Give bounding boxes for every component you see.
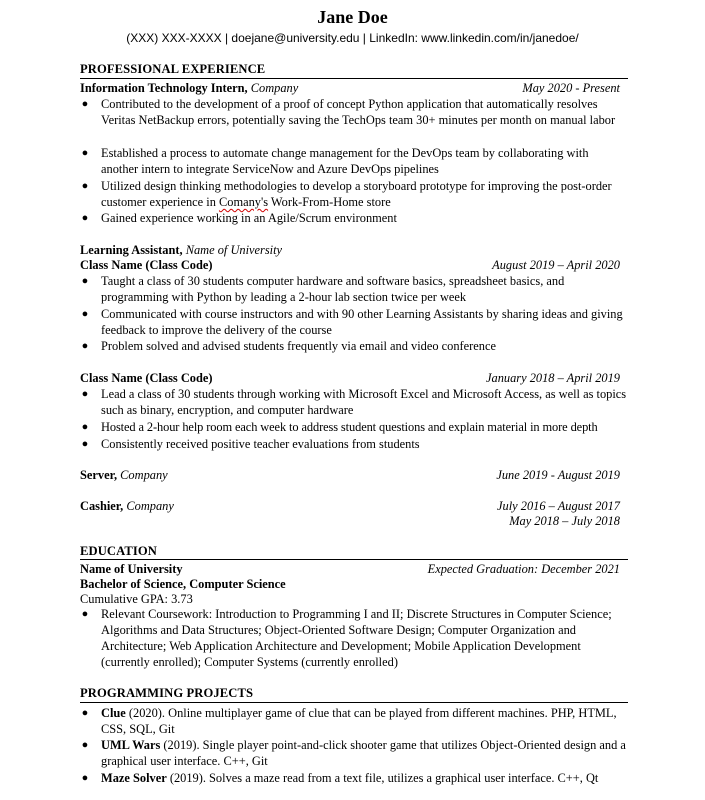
bullet-text: Contributed to the development of a proof of concept Python application that automatically resolves Veritas NetBackup errors, potentially saving the TechOps team 30+ minutes per month on manual labor (101, 97, 616, 127)
job-header-server (80, 467, 620, 483)
bullet-item (80, 178, 628, 210)
resume-name: Jane Doe (317, 7, 388, 27)
class-header (80, 370, 620, 386)
project-text: Clue (2020). Online multiplayer game of clue that can be played from different machines. PHP, HTML, CSS, SQL, Git (101, 706, 617, 736)
job-company: Company (120, 468, 168, 482)
job-dates: May 2020 - Present (522, 81, 620, 95)
contact-line: (XXX) XXX-XXXX | doejane@university.edu | LinkedIn: www.linkedin.com/in/janedoe/ (126, 31, 579, 45)
bullet-text: Gained experience working in an Agile/Scrum environment (101, 211, 397, 225)
job-title: Server, (80, 468, 118, 482)
class-dates: January 2018 – April 2019 (486, 371, 620, 385)
bullet-icon: ● (81, 308, 89, 320)
degree: Bachelor of Science, Computer Science (80, 577, 286, 591)
bullet-text: Taught a class of 30 students computer hardware and software basics, spreadsheet basics, and programming with Python by leading a 2-hour lab section twice per week (101, 274, 565, 304)
spellcheck-flagged-word[interactable]: Comany's (219, 195, 269, 209)
section-heading-projects: PROGRAMMING PROJECTS (80, 686, 254, 700)
job-dates: May 2018 – July 2018 (509, 514, 620, 528)
bullet-item (80, 338, 628, 354)
job-dates-row (80, 513, 620, 529)
bullet-icon: ● (81, 275, 89, 287)
bullet-text: Established a process to automate change management for the DevOps team by collaborating with another intern to integrate ServiceNow and Azure DevOps pipelines (101, 146, 589, 176)
bullet-text: Consistently received positive teacher evaluations from students (101, 437, 420, 451)
bullet-text: Relevant Coursework: Introduction to Programming I and II; Discrete Structures in Computer Science; Algorithms and Data Structures; Object-Oriented Software Design; Computer Organization and Architecture; Web Application Architecture and Development; Mobile Application Development (currently enrolled); Computer Systems (currently enrolled) (101, 607, 612, 669)
bullet-item (80, 419, 628, 435)
bullet-icon: ● (81, 98, 89, 110)
job-title: Cashier, (80, 499, 124, 513)
bullet-item (80, 273, 628, 305)
bullet-icon: ● (81, 147, 89, 159)
section-heading-education: EDUCATION (80, 544, 157, 558)
school-name: Name of University (80, 562, 183, 576)
job-dates: July 2016 – August 2017 (497, 499, 620, 513)
section-divider (80, 702, 628, 703)
bullet-icon: ● (81, 421, 89, 433)
job-title: Learning Assistant, (80, 243, 183, 257)
job-dates: June 2019 - August 2019 (496, 468, 620, 482)
bullet-icon: ● (81, 340, 89, 352)
section-heading-experience: PROFESSIONAL EXPERIENCE (80, 62, 266, 76)
bullet-item (80, 210, 628, 226)
bullet-icon: ● (81, 739, 89, 751)
bullet-icon: ● (81, 180, 89, 192)
class-header (80, 257, 620, 273)
bullet-item (80, 96, 628, 144)
job-header-it-intern (80, 80, 620, 96)
project-name: Maze Solver (101, 771, 167, 785)
job-org: Name of University (185, 243, 283, 257)
bullet-text: Lead a class of 30 students through working with Microsoft Excel and Microsoft Access, as well as topics such as binary, encryption, and computer hardware (101, 387, 627, 417)
graduation-date: Expected Graduation: December 2021 (427, 562, 620, 576)
bullet-item (80, 606, 628, 670)
class-dates: August 2019 – April 2020 (492, 258, 620, 272)
bullet-icon: ● (81, 212, 89, 224)
class-name: Class Name (Class Code) (80, 258, 213, 272)
bullet-item (80, 386, 628, 418)
class-name: Class Name (Class Code) (80, 371, 213, 385)
section-divider (80, 559, 628, 560)
education-school-row (80, 561, 620, 577)
bullet-icon: ● (81, 608, 89, 620)
bullet-icon: ● (81, 772, 89, 784)
project-text: Maze Solver (2019). Solves a maze read from a text file, utilizes a graphical user interface. C++, Qt (101, 771, 599, 785)
bullet-item (80, 145, 628, 177)
job-company: Company (126, 499, 174, 513)
bullet-icon: ● (81, 707, 89, 719)
project-item (80, 770, 628, 786)
project-text: UML Wars (2019). Single player point-and-click shooter game that utilizes Object-Oriented design and a graphical user interface. C++, Git (101, 738, 626, 768)
bullet-text: Hosted a 2-hour help room each week to address student questions and explain material in more depth (101, 420, 598, 434)
bullet-icon: ● (81, 438, 89, 450)
bullet-item (80, 306, 628, 338)
project-name: UML Wars (101, 738, 161, 752)
bullet-icon: ● (81, 388, 89, 400)
project-item (80, 737, 628, 769)
bullet-text: Problem solved and advised students frequently via email and video conference (101, 339, 496, 353)
section-divider (80, 78, 628, 79)
bullet-text: Communicated with course instructors and with 90 other Learning Assistants by sharing ideas and giving feedback to improve the delivery of the course (101, 307, 623, 337)
job-header-cashier (80, 498, 620, 514)
job-title: Information Technology Intern, (80, 81, 248, 95)
bullet-text: Utilized design thinking methodologies to develop a storyboard prototype for improving the post-order customer experience in Comany's Work-From-Home store (101, 179, 612, 209)
job-company: Company (250, 81, 299, 95)
bullet-item (80, 436, 628, 452)
job-header-learning-assistant (80, 242, 282, 258)
gpa: Cumulative GPA: 3.73 (80, 592, 193, 606)
project-name: Clue (101, 706, 126, 720)
project-item (80, 705, 628, 737)
